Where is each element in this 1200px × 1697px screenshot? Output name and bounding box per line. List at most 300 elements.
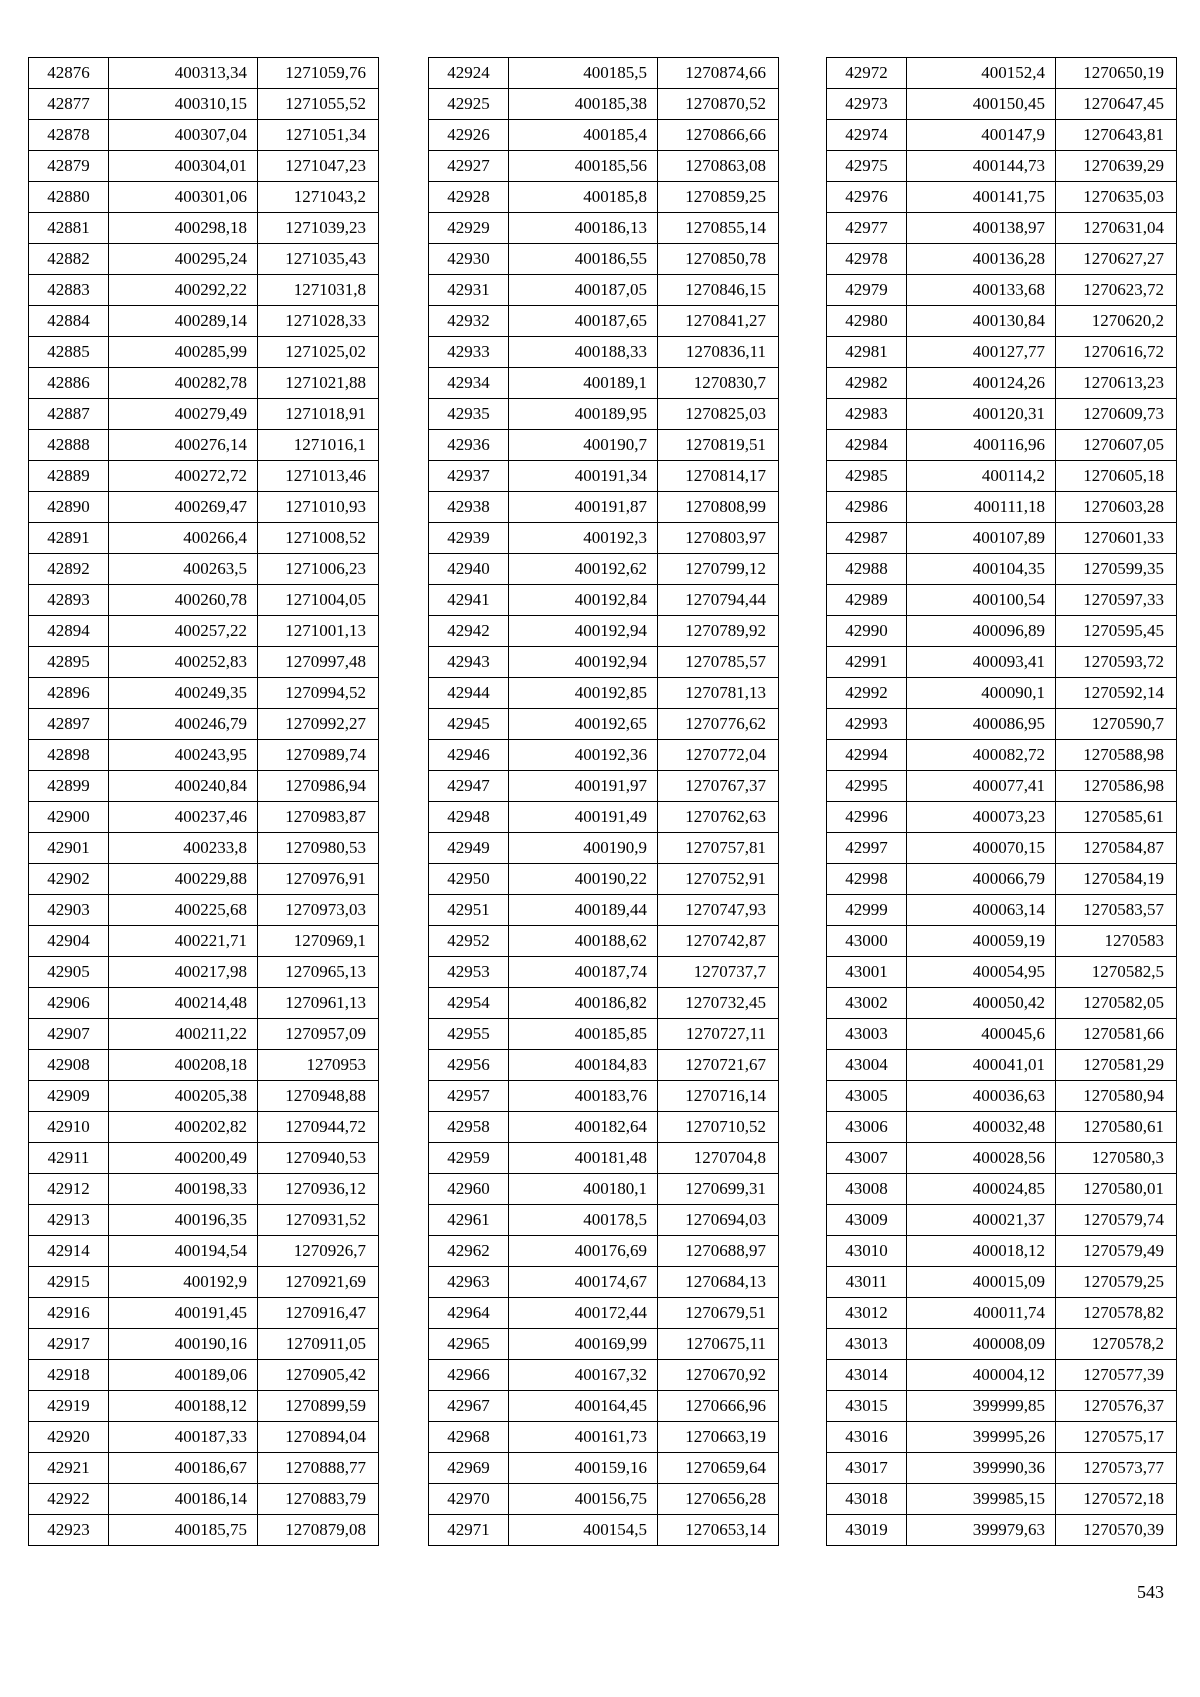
table-row [429, 430, 779, 461]
y-coordinate-cell: 1270850,78 [658, 244, 779, 275]
x-coordinate-cell: 400276,14 [109, 430, 258, 461]
point-number-cell: 42983 [827, 399, 907, 430]
point-number-cell: 42966 [429, 1360, 509, 1391]
point-number-cell: 43000 [827, 926, 907, 957]
point-number-cell: 43017 [827, 1453, 907, 1484]
y-coordinate-cell: 1270577,39 [1056, 1360, 1177, 1391]
table-row [429, 1391, 779, 1422]
y-coordinate-cell: 1270905,42 [258, 1360, 379, 1391]
y-coordinate-cell: 1271018,91 [258, 399, 379, 430]
y-coordinate-cell: 1270899,59 [258, 1391, 379, 1422]
y-coordinate-cell: 1270583,57 [1056, 895, 1177, 926]
table-row [429, 1329, 779, 1360]
table-row [29, 585, 379, 616]
point-number-cell: 42904 [29, 926, 109, 957]
point-number-cell: 42900 [29, 802, 109, 833]
point-number-cell: 42881 [29, 213, 109, 244]
x-coordinate-cell: 400183,76 [509, 1081, 658, 1112]
point-number-cell: 42896 [29, 678, 109, 709]
x-coordinate-cell: 399990,36 [907, 1453, 1056, 1484]
x-coordinate-cell: 400186,82 [509, 988, 658, 1019]
x-coordinate-cell: 400225,68 [109, 895, 258, 926]
x-coordinate-cell: 400295,24 [109, 244, 258, 275]
x-coordinate-cell: 400190,22 [509, 864, 658, 895]
point-number-cell: 42931 [429, 275, 509, 306]
point-number-cell: 42969 [429, 1453, 509, 1484]
y-coordinate-cell: 1270607,05 [1056, 430, 1177, 461]
point-number-cell: 42989 [827, 585, 907, 616]
table-row [827, 1391, 1177, 1422]
table-row [29, 1453, 379, 1484]
point-number-cell: 42882 [29, 244, 109, 275]
table-row [827, 616, 1177, 647]
y-coordinate-cell: 1270767,37 [658, 771, 779, 802]
y-coordinate-cell: 1270772,04 [658, 740, 779, 771]
x-coordinate-cell: 400186,13 [509, 213, 658, 244]
y-coordinate-cell: 1270961,13 [258, 988, 379, 1019]
point-number-cell: 42967 [429, 1391, 509, 1422]
point-number-cell: 43009 [827, 1205, 907, 1236]
point-number-cell: 42992 [827, 678, 907, 709]
table-row [429, 926, 779, 957]
table-row [827, 399, 1177, 430]
table-row [29, 1298, 379, 1329]
x-coordinate-cell: 400190,9 [509, 833, 658, 864]
table-row [827, 926, 1177, 957]
x-coordinate-cell: 400196,35 [109, 1205, 258, 1236]
point-number-cell: 42994 [827, 740, 907, 771]
x-coordinate-cell: 400192,36 [509, 740, 658, 771]
table-row [29, 1484, 379, 1515]
point-number-cell: 42892 [29, 554, 109, 585]
x-coordinate-cell: 400093,41 [907, 647, 1056, 678]
y-coordinate-cell: 1270578,82 [1056, 1298, 1177, 1329]
x-coordinate-cell: 400144,73 [907, 151, 1056, 182]
table-row [29, 58, 379, 89]
y-coordinate-cell: 1270581,29 [1056, 1050, 1177, 1081]
point-number-cell: 42876 [29, 58, 109, 89]
y-coordinate-cell: 1270757,81 [658, 833, 779, 864]
table-row [827, 647, 1177, 678]
x-coordinate-cell: 400159,16 [509, 1453, 658, 1484]
table-row [429, 1422, 779, 1453]
point-number-cell: 42915 [29, 1267, 109, 1298]
point-number-cell: 42991 [827, 647, 907, 678]
x-coordinate-cell: 400189,95 [509, 399, 658, 430]
x-coordinate-cell: 400310,15 [109, 89, 258, 120]
y-coordinate-cell: 1270580,3 [1056, 1143, 1177, 1174]
point-number-cell: 42974 [827, 120, 907, 151]
x-coordinate-cell: 400185,75 [109, 1515, 258, 1546]
y-coordinate-cell: 1270825,03 [658, 399, 779, 430]
y-coordinate-cell: 1270570,39 [1056, 1515, 1177, 1546]
y-coordinate-cell: 1270814,17 [658, 461, 779, 492]
point-number-cell: 42954 [429, 988, 509, 1019]
y-coordinate-cell: 1270586,98 [1056, 771, 1177, 802]
point-number-cell: 42877 [29, 89, 109, 120]
y-coordinate-cell: 1271013,46 [258, 461, 379, 492]
y-coordinate-cell: 1270989,74 [258, 740, 379, 771]
point-number-cell: 42912 [29, 1174, 109, 1205]
y-coordinate-cell: 1270940,53 [258, 1143, 379, 1174]
point-number-cell: 42922 [29, 1484, 109, 1515]
y-coordinate-cell: 1270965,13 [258, 957, 379, 988]
x-coordinate-cell: 400187,74 [509, 957, 658, 988]
table-row [29, 802, 379, 833]
table-row [29, 616, 379, 647]
point-number-cell: 42888 [29, 430, 109, 461]
point-number-cell: 43013 [827, 1329, 907, 1360]
x-coordinate-cell: 400233,8 [109, 833, 258, 864]
point-number-cell: 42934 [429, 368, 509, 399]
y-coordinate-cell: 1270663,19 [658, 1422, 779, 1453]
point-number-cell: 42979 [827, 275, 907, 306]
x-coordinate-cell: 400189,44 [509, 895, 658, 926]
x-coordinate-cell: 400167,32 [509, 1360, 658, 1391]
point-number-cell: 42952 [429, 926, 509, 957]
point-number-cell: 43014 [827, 1360, 907, 1391]
y-coordinate-cell: 1270916,47 [258, 1298, 379, 1329]
x-coordinate-cell: 400246,79 [109, 709, 258, 740]
y-coordinate-cell: 1270994,52 [258, 678, 379, 709]
table-row [29, 740, 379, 771]
point-number-cell: 42948 [429, 802, 509, 833]
x-coordinate-cell: 400021,37 [907, 1205, 1056, 1236]
y-coordinate-cell: 1270616,72 [1056, 337, 1177, 368]
table-row [429, 1360, 779, 1391]
y-coordinate-cell: 1270588,98 [1056, 740, 1177, 771]
y-coordinate-cell: 1270986,94 [258, 771, 379, 802]
table-row [29, 1143, 379, 1174]
x-coordinate-cell: 400178,5 [509, 1205, 658, 1236]
table-row [29, 213, 379, 244]
x-coordinate-cell: 400127,77 [907, 337, 1056, 368]
x-coordinate-cell: 400192,94 [509, 647, 658, 678]
y-coordinate-cell: 1270846,15 [658, 275, 779, 306]
y-coordinate-cell: 1270575,17 [1056, 1422, 1177, 1453]
table-row [827, 678, 1177, 709]
x-coordinate-cell: 400285,99 [109, 337, 258, 368]
y-coordinate-cell: 1270732,45 [658, 988, 779, 1019]
x-coordinate-cell: 400192,85 [509, 678, 658, 709]
table-row [827, 1329, 1177, 1360]
y-coordinate-cell: 1270582,5 [1056, 957, 1177, 988]
point-number-cell: 42886 [29, 368, 109, 399]
point-number-cell: 42973 [827, 89, 907, 120]
y-coordinate-cell: 1270603,28 [1056, 492, 1177, 523]
point-number-cell: 43011 [827, 1267, 907, 1298]
x-coordinate-cell: 400194,54 [109, 1236, 258, 1267]
y-coordinate-cell: 1270762,63 [658, 802, 779, 833]
x-coordinate-cell: 400263,5 [109, 554, 258, 585]
table-row [29, 771, 379, 802]
point-number-cell: 42905 [29, 957, 109, 988]
y-coordinate-cell: 1270666,96 [658, 1391, 779, 1422]
y-coordinate-cell: 1270643,81 [1056, 120, 1177, 151]
point-number-cell: 42891 [29, 523, 109, 554]
y-coordinate-cell: 1270879,08 [258, 1515, 379, 1546]
y-coordinate-cell: 1270659,64 [658, 1453, 779, 1484]
point-number-cell: 42940 [429, 554, 509, 585]
point-number-cell: 42924 [429, 58, 509, 89]
coordinate-table-1 [28, 57, 379, 1546]
point-number-cell: 42923 [29, 1515, 109, 1546]
y-coordinate-cell: 1270639,29 [1056, 151, 1177, 182]
point-number-cell: 43010 [827, 1236, 907, 1267]
table-row [429, 1515, 779, 1546]
x-coordinate-cell: 400217,98 [109, 957, 258, 988]
table-row [29, 306, 379, 337]
table-row [827, 988, 1177, 1019]
table-row [29, 1329, 379, 1360]
table-row [827, 1019, 1177, 1050]
y-coordinate-cell: 1270855,14 [658, 213, 779, 244]
y-coordinate-cell: 1271047,23 [258, 151, 379, 182]
y-coordinate-cell: 1270656,28 [658, 1484, 779, 1515]
point-number-cell: 42941 [429, 585, 509, 616]
point-number-cell: 42993 [827, 709, 907, 740]
x-coordinate-cell: 400289,14 [109, 306, 258, 337]
x-coordinate-cell: 400186,55 [509, 244, 658, 275]
table-row [29, 1391, 379, 1422]
y-coordinate-cell: 1270781,13 [658, 678, 779, 709]
y-coordinate-cell: 1271035,43 [258, 244, 379, 275]
table-row [827, 1112, 1177, 1143]
x-coordinate-cell: 400130,84 [907, 306, 1056, 337]
y-coordinate-cell: 1271055,52 [258, 89, 379, 120]
point-number-cell: 43018 [827, 1484, 907, 1515]
point-number-cell: 42944 [429, 678, 509, 709]
table-row [29, 1174, 379, 1205]
y-coordinate-cell: 1270836,11 [658, 337, 779, 368]
x-coordinate-cell: 400190,16 [109, 1329, 258, 1360]
table-row [429, 740, 779, 771]
x-coordinate-cell: 400152,4 [907, 58, 1056, 89]
x-coordinate-cell: 400100,54 [907, 585, 1056, 616]
x-coordinate-cell: 400191,34 [509, 461, 658, 492]
table-row [429, 1205, 779, 1236]
y-coordinate-cell: 1270593,72 [1056, 647, 1177, 678]
table-row [827, 1515, 1177, 1546]
table-row [827, 58, 1177, 89]
x-coordinate-cell: 400243,95 [109, 740, 258, 771]
table-row [429, 864, 779, 895]
table-row [827, 1081, 1177, 1112]
x-coordinate-cell: 400266,4 [109, 523, 258, 554]
y-coordinate-cell: 1270921,69 [258, 1267, 379, 1298]
point-number-cell: 42902 [29, 864, 109, 895]
y-coordinate-cell: 1270688,97 [658, 1236, 779, 1267]
x-coordinate-cell: 400066,79 [907, 864, 1056, 895]
table-row [29, 988, 379, 1019]
point-number-cell: 42995 [827, 771, 907, 802]
point-number-cell: 42955 [429, 1019, 509, 1050]
y-coordinate-cell: 1271010,93 [258, 492, 379, 523]
x-coordinate-cell: 400096,89 [907, 616, 1056, 647]
table-row [429, 244, 779, 275]
y-coordinate-cell: 1270737,7 [658, 957, 779, 988]
x-coordinate-cell: 400191,49 [509, 802, 658, 833]
x-coordinate-cell: 400249,35 [109, 678, 258, 709]
table-row [827, 430, 1177, 461]
y-coordinate-cell: 1270808,99 [658, 492, 779, 523]
x-coordinate-cell: 400200,49 [109, 1143, 258, 1174]
y-coordinate-cell: 1270992,27 [258, 709, 379, 740]
x-coordinate-cell: 400257,22 [109, 616, 258, 647]
y-coordinate-cell: 1270789,92 [658, 616, 779, 647]
table-row [29, 492, 379, 523]
point-number-cell: 42987 [827, 523, 907, 554]
x-coordinate-cell: 400161,73 [509, 1422, 658, 1453]
y-coordinate-cell: 1270973,03 [258, 895, 379, 926]
table-row [429, 1298, 779, 1329]
point-number-cell: 42938 [429, 492, 509, 523]
point-number-cell: 42957 [429, 1081, 509, 1112]
point-number-cell: 42964 [429, 1298, 509, 1329]
x-coordinate-cell: 400313,34 [109, 58, 258, 89]
point-number-cell: 42890 [29, 492, 109, 523]
table-row [827, 1298, 1177, 1329]
x-coordinate-cell: 399999,85 [907, 1391, 1056, 1422]
coordinate-table-3 [826, 57, 1177, 1546]
x-coordinate-cell: 400138,97 [907, 213, 1056, 244]
table-row [429, 1050, 779, 1081]
y-coordinate-cell: 1270926,7 [258, 1236, 379, 1267]
y-coordinate-cell: 1270704,8 [658, 1143, 779, 1174]
x-coordinate-cell: 400154,5 [509, 1515, 658, 1546]
point-number-cell: 42981 [827, 337, 907, 368]
table-row [29, 833, 379, 864]
table-row [29, 523, 379, 554]
y-coordinate-cell: 1270983,87 [258, 802, 379, 833]
y-coordinate-cell: 1270679,51 [658, 1298, 779, 1329]
table-row [827, 306, 1177, 337]
point-number-cell: 42883 [29, 275, 109, 306]
y-coordinate-cell: 1270580,61 [1056, 1112, 1177, 1143]
y-coordinate-cell: 1270581,66 [1056, 1019, 1177, 1050]
point-number-cell: 43004 [827, 1050, 907, 1081]
point-number-cell: 42897 [29, 709, 109, 740]
point-number-cell: 42953 [429, 957, 509, 988]
table-row [827, 833, 1177, 864]
x-coordinate-cell: 400185,56 [509, 151, 658, 182]
table-row [827, 461, 1177, 492]
x-coordinate-cell: 400187,05 [509, 275, 658, 306]
table-row [827, 1453, 1177, 1484]
table-row [429, 1143, 779, 1174]
x-coordinate-cell: 400185,4 [509, 120, 658, 151]
x-coordinate-cell: 400090,1 [907, 678, 1056, 709]
x-coordinate-cell: 400260,78 [109, 585, 258, 616]
point-number-cell: 42999 [827, 895, 907, 926]
x-coordinate-cell: 400185,5 [509, 58, 658, 89]
x-coordinate-cell: 400307,04 [109, 120, 258, 151]
x-coordinate-cell: 400186,67 [109, 1453, 258, 1484]
x-coordinate-cell: 400185,85 [509, 1019, 658, 1050]
x-coordinate-cell: 400214,48 [109, 988, 258, 1019]
table-row [29, 895, 379, 926]
y-coordinate-cell: 1270894,04 [258, 1422, 379, 1453]
table-row [29, 120, 379, 151]
point-number-cell: 42976 [827, 182, 907, 213]
x-coordinate-cell: 400292,22 [109, 275, 258, 306]
y-coordinate-cell: 1270613,23 [1056, 368, 1177, 399]
point-number-cell: 42925 [429, 89, 509, 120]
x-coordinate-cell: 400011,74 [907, 1298, 1056, 1329]
y-coordinate-cell: 1270866,66 [658, 120, 779, 151]
point-number-cell: 42878 [29, 120, 109, 151]
x-coordinate-cell: 400282,78 [109, 368, 258, 399]
x-coordinate-cell: 400063,14 [907, 895, 1056, 926]
y-coordinate-cell: 1270585,61 [1056, 802, 1177, 833]
point-number-cell: 42947 [429, 771, 509, 802]
y-coordinate-cell: 1271004,05 [258, 585, 379, 616]
y-coordinate-cell: 1270710,52 [658, 1112, 779, 1143]
x-coordinate-cell: 400116,96 [907, 430, 1056, 461]
table-row [827, 1267, 1177, 1298]
x-coordinate-cell: 400184,83 [509, 1050, 658, 1081]
point-number-cell: 42899 [29, 771, 109, 802]
x-coordinate-cell: 400028,56 [907, 1143, 1056, 1174]
x-coordinate-cell: 400186,14 [109, 1484, 258, 1515]
y-coordinate-cell: 1270976,91 [258, 864, 379, 895]
table-row [827, 244, 1177, 275]
y-coordinate-cell: 1270592,14 [1056, 678, 1177, 709]
y-coordinate-cell: 1270863,08 [658, 151, 779, 182]
x-coordinate-cell: 400198,33 [109, 1174, 258, 1205]
x-coordinate-cell: 400187,65 [509, 306, 658, 337]
y-coordinate-cell: 1270583 [1056, 926, 1177, 957]
x-coordinate-cell: 400192,3 [509, 523, 658, 554]
x-coordinate-cell: 400189,1 [509, 368, 658, 399]
page-number: 543 [1137, 1582, 1164, 1602]
table-row [29, 1267, 379, 1298]
x-coordinate-cell: 400187,33 [109, 1422, 258, 1453]
table-row [29, 709, 379, 740]
x-coordinate-cell: 400188,62 [509, 926, 658, 957]
table-row [429, 151, 779, 182]
x-coordinate-cell: 400164,45 [509, 1391, 658, 1422]
table-row [827, 213, 1177, 244]
point-number-cell: 43005 [827, 1081, 907, 1112]
y-coordinate-cell: 1270727,11 [658, 1019, 779, 1050]
table-row [29, 957, 379, 988]
table-row [827, 802, 1177, 833]
y-coordinate-cell: 1270597,33 [1056, 585, 1177, 616]
y-coordinate-cell: 1270747,93 [658, 895, 779, 926]
y-coordinate-cell: 1270957,09 [258, 1019, 379, 1050]
y-coordinate-cell: 1271051,34 [258, 120, 379, 151]
table-row [429, 461, 779, 492]
x-coordinate-cell: 400018,12 [907, 1236, 1056, 1267]
x-coordinate-cell: 400229,88 [109, 864, 258, 895]
y-coordinate-cell: 1271059,76 [258, 58, 379, 89]
table-row [429, 988, 779, 1019]
point-number-cell: 42879 [29, 151, 109, 182]
y-coordinate-cell: 1271043,2 [258, 182, 379, 213]
y-coordinate-cell: 1270647,45 [1056, 89, 1177, 120]
x-coordinate-cell: 400120,31 [907, 399, 1056, 430]
point-number-cell: 42929 [429, 213, 509, 244]
y-coordinate-cell: 1271028,33 [258, 306, 379, 337]
x-coordinate-cell: 400070,15 [907, 833, 1056, 864]
table-row [429, 1267, 779, 1298]
table-row [29, 182, 379, 213]
point-number-cell: 42910 [29, 1112, 109, 1143]
table-row [29, 1112, 379, 1143]
table-row [29, 1019, 379, 1050]
y-coordinate-cell: 1270841,27 [658, 306, 779, 337]
